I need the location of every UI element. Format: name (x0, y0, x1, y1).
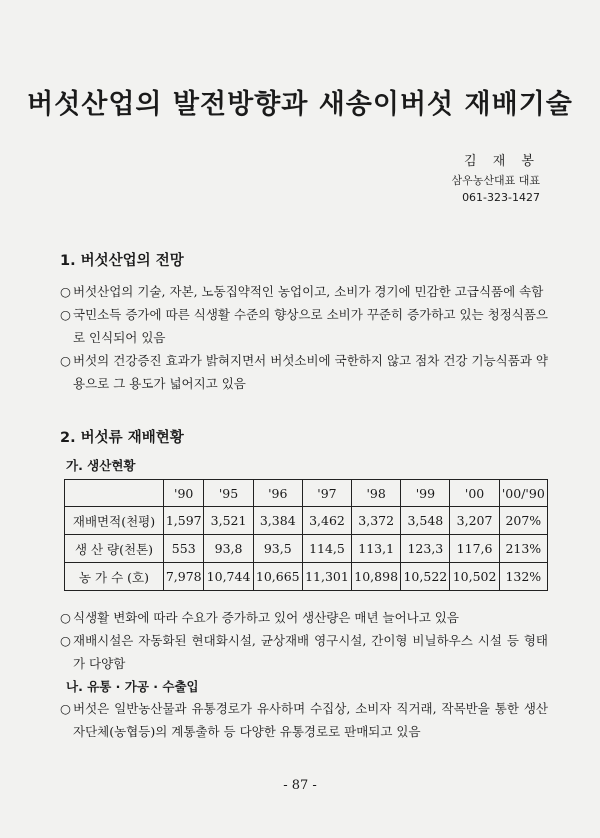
table-row (65, 563, 548, 591)
column-header: '00/'90 (499, 480, 547, 507)
table-cell: 213% (499, 535, 547, 563)
bullet-item: ○ 버섯은 일반농산물과 유통경로가 유사하며 수집상, 소비자 직거래, 작목반을 통한 생산자단체(농협등)의 계통출하 등 다양한 유통경로로 판매되고 있음 (60, 697, 548, 743)
table-cell: 7,978 (164, 563, 204, 591)
table-cell: 10,665 (253, 563, 302, 591)
row-label: 재배면적(천평) (65, 507, 164, 535)
bullet-item: ○ 국민소득 증가에 따른 식생활 수준의 향상으로 소비가 꾸준히 증가하고 있는 청정식품으로 인식되어 있음 (60, 303, 548, 349)
outlook-bullet-list (60, 280, 548, 395)
table-cell: 553 (164, 535, 204, 563)
table-cell: 114,5 (302, 535, 351, 563)
distribution-bullet-list (60, 697, 548, 743)
section-heading-cultivation: 2. 버섯류 재배현황 (60, 430, 184, 446)
table-row (65, 535, 548, 563)
column-header: '90 (164, 480, 204, 507)
table-cell: 3,462 (302, 507, 351, 535)
column-header: '99 (401, 480, 450, 507)
bullet-circle-icon: ○ (60, 353, 71, 368)
table-cell: 10,898 (352, 563, 401, 591)
subsection-heading-production: 가. 생산현황 (66, 458, 136, 473)
table-cell: 10,744 (204, 563, 253, 591)
production-bullet-list (60, 606, 548, 675)
production-table (64, 479, 548, 591)
table-cell: 3,548 (401, 507, 450, 535)
author-block (451, 150, 540, 204)
table-row (65, 507, 548, 535)
bullet-item: ○ 버섯산업의 기술, 자본, 노동집약적인 농업이고, 소비가 경기에 민감한 고급식품에 속함 (60, 280, 548, 303)
table-cell: 93,5 (253, 535, 302, 563)
table-cell: 3,384 (253, 507, 302, 535)
table-cell: 1,597 (164, 507, 204, 535)
bullet-circle-icon: ○ (60, 701, 71, 716)
row-label: 생 산 량(천톤) (65, 535, 164, 563)
column-header: '00 (450, 480, 499, 507)
bullet-item: ○ 재배시설은 자동화된 현대화시설, 균상재배 영구시설, 간이형 비닐하우스 시설 등 형태가 다양함 (60, 629, 548, 675)
bullet-item: ○ 버섯의 건강증진 효과가 밝혀지면서 버섯소비에 국한하지 않고 점차 건강 기능식품과 약용으로 그 용도가 넓어지고 있음 (60, 349, 548, 395)
table-corner-cell (65, 480, 164, 507)
column-header: '95 (204, 480, 253, 507)
table-cell: 3,372 (352, 507, 401, 535)
bullet-item: ○ 식생활 변화에 따라 수요가 증가하고 있어 생산량은 매년 늘어나고 있음 (60, 606, 548, 629)
subsection-heading-distribution: 나. 유통 · 가공 · 수출입 (66, 679, 199, 694)
table-header-row (65, 480, 548, 507)
row-label: 농 가 수 (호) (65, 563, 164, 591)
page-number: - 87 - (283, 778, 317, 793)
bullet-circle-icon: ○ (60, 633, 71, 648)
author-name: 김 재 봉 (464, 154, 540, 169)
table-cell: 117,6 (450, 535, 499, 563)
column-header: '97 (302, 480, 351, 507)
document-title: 버섯산업의 발전방향과 새송이버섯 재배기술 (27, 89, 573, 120)
column-header: '98 (352, 480, 401, 507)
column-header: '96 (253, 480, 302, 507)
table-cell: 132% (499, 563, 547, 591)
table-cell: 10,522 (401, 563, 450, 591)
table-cell: 113,1 (352, 535, 401, 563)
bullet-circle-icon: ○ (60, 284, 71, 299)
bullet-circle-icon: ○ (60, 307, 71, 322)
table-cell: 10,502 (450, 563, 499, 591)
table-cell: 3,207 (450, 507, 499, 535)
bullet-circle-icon: ○ (60, 610, 71, 625)
author-organization: 삼우농산대표 대표 (451, 174, 540, 187)
table-cell: 93,8 (204, 535, 253, 563)
table-cell: 207% (499, 507, 547, 535)
table-cell: 123,3 (401, 535, 450, 563)
author-phone: 061-323-1427 (462, 191, 540, 204)
table-cell: 11,301 (302, 563, 351, 591)
section-heading-outlook: 1. 버섯산업의 전망 (60, 253, 184, 269)
table-cell: 3,521 (204, 507, 253, 535)
